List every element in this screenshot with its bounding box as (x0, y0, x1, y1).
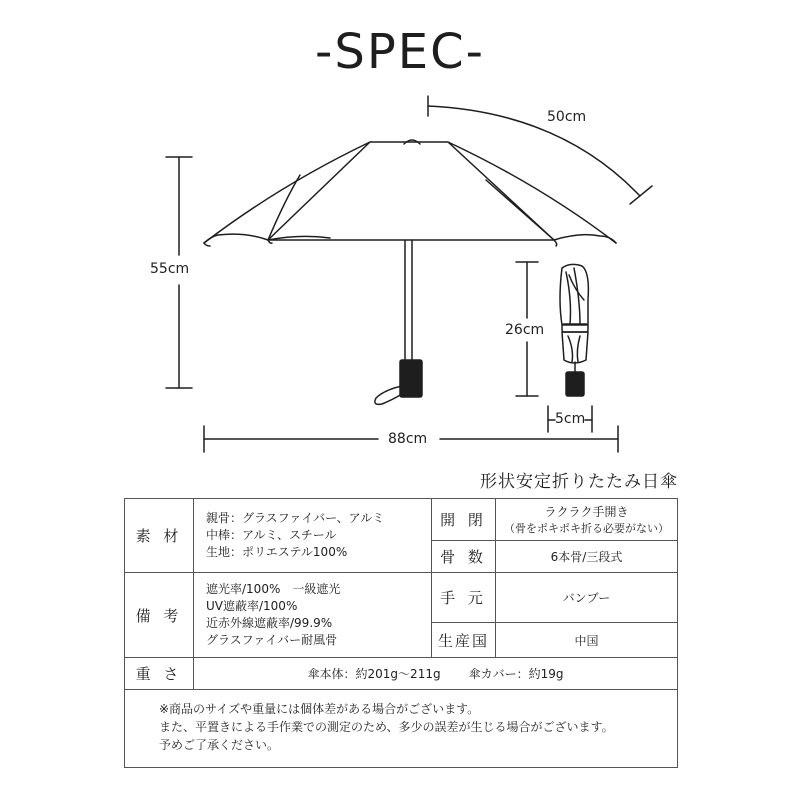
folded-umbrella-icon (560, 264, 588, 396)
folded-length-label: 26cm (505, 322, 545, 338)
weight-body: 傘本体：約201g～211g (307, 667, 441, 681)
strap-icon (375, 386, 402, 404)
weight-cover: 傘カバー：約19g (468, 667, 564, 681)
material-value: 親骨：グラスファイバー、アルミ 中棒：アルミ、スチール 生地：ポリエステル100% (194, 499, 432, 573)
weight-label: 重 さ (125, 658, 194, 690)
origin-value: 中国 (496, 623, 678, 658)
remarks-value: 遮光率/100% 一級遮光 UV遮蔽率/100% 近赤外線遮蔽率/99.9% グラスファイバー耐風骨 (194, 573, 432, 658)
weight-value (194, 658, 678, 690)
opening-value: ラクラク手開き （骨をポキポキ折る必要がない） (496, 499, 678, 541)
product-name: 形状安定折りたたみ日傘 (480, 472, 678, 492)
handle-value: バンブー (496, 573, 678, 623)
arc-dimension-line (428, 96, 652, 204)
ribs-value: 6本骨/三段式 (496, 541, 678, 573)
handle-label: 手 元 (432, 573, 496, 623)
page-title: -SPEC- (315, 24, 485, 80)
opening-label: 開 閉 (432, 499, 496, 541)
width-dimension-label: 88cm (388, 431, 428, 447)
ribs-label: 骨 数 (432, 541, 496, 573)
handle-icon (400, 360, 422, 397)
umbrella-shaft (405, 240, 412, 360)
spec-table (124, 498, 678, 768)
arc-dimension-label: 50cm (547, 109, 587, 125)
material-label: 素 材 (125, 499, 194, 573)
folded-width-label: 5cm (555, 411, 586, 427)
origin-label: 生産国 (432, 623, 496, 658)
disclaimer-notes: ※商品のサイズや重量には個体差がある場合がございます。 また、平置きによる手作業での測定のため、多少の誤差が生じる場合がございます。 予めご了承ください。 (125, 690, 678, 768)
height-dimension-label: 55cm (150, 261, 190, 277)
remarks-label: 備 考 (125, 573, 194, 658)
umbrella-canopy (204, 140, 616, 246)
